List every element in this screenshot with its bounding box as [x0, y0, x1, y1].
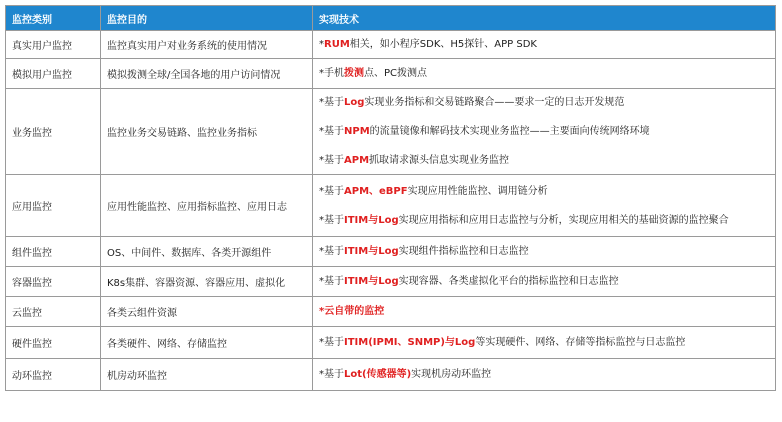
- technology-line: [319, 67, 769, 80]
- category-cell: 动环监控: [6, 359, 101, 391]
- technology-highlight: APM、eBPF: [344, 185, 408, 197]
- technology-suffix: 实现业务指标和交易链路聚合——要求一定的日志开发规范: [364, 97, 625, 108]
- technology-suffix: 实现应用性能监控、调用链分析: [407, 185, 548, 197]
- category-cell: 硬件监控: [6, 327, 101, 359]
- technology-suffix: 相关，如小程序SDK、H5探针、APP SDK: [349, 39, 537, 50]
- technology-suffix: 点、PC拨测点: [364, 68, 428, 79]
- technology-suffix: 的流量镜像和解码技术实现业务监控——主要面向传统网络环境: [369, 126, 650, 137]
- technology-line: [319, 275, 769, 288]
- technology-prefix: *基于: [319, 369, 344, 380]
- purpose-cell: 监控业务交易链路、监控业务指标: [101, 89, 313, 175]
- technology-line: [319, 368, 769, 381]
- technology-cell: [313, 267, 776, 297]
- header-category: 监控类别: [6, 6, 101, 31]
- monitoring-table: [5, 5, 776, 391]
- purpose-cell: 模拟拨测全球/全国各地的用户访问情况: [101, 59, 313, 89]
- purpose-cell: 机房动环监控: [101, 359, 313, 391]
- technology-highlight: *云自带的监控: [319, 306, 385, 317]
- technology-highlight: APM: [344, 155, 370, 166]
- technology-cell: [313, 359, 776, 391]
- technology-prefix: *基于: [319, 126, 344, 137]
- category-cell: 模拟用户监控: [6, 59, 101, 89]
- purpose-cell: K8s集群、容器资源、容器应用、虚拟化: [101, 267, 313, 297]
- technology-suffix: 实现应用指标和应用日志监控与分析，实现应用相关的基础资源的监控聚合: [398, 214, 729, 226]
- technology-cell: [313, 237, 776, 267]
- technology-line: [319, 336, 769, 349]
- table-row: [6, 267, 776, 297]
- category-cell: 应用监控: [6, 175, 101, 237]
- table-row: [6, 359, 776, 391]
- technology-cell: [313, 89, 776, 175]
- technology-prefix: *手机: [319, 68, 344, 79]
- technology-line: [319, 125, 769, 138]
- purpose-cell: OS、中间件、数据库、各类开源组件: [101, 237, 313, 267]
- technology-prefix: *基于: [319, 337, 344, 348]
- table-row: [6, 31, 776, 59]
- technology-prefix: *基于: [319, 97, 344, 108]
- technology-highlight: ITIM(IPMI、SNMP)与Log: [344, 337, 476, 348]
- header-row: [6, 6, 776, 31]
- table-row: [6, 89, 776, 175]
- table-row: [6, 297, 776, 327]
- monitoring-table-container: [5, 5, 776, 391]
- table-row: [6, 175, 776, 237]
- technology-cell: [313, 297, 776, 327]
- purpose-cell: 监控真实用户对业务系统的使用情况: [101, 31, 313, 59]
- technology-line: [319, 154, 769, 167]
- table-row: [6, 237, 776, 267]
- technology-suffix: 抓取请求源头信息实现业务监控: [369, 155, 510, 166]
- technology-line: [319, 305, 769, 318]
- technology-line: [319, 38, 769, 51]
- technology-prefix: *: [319, 39, 324, 50]
- technology-highlight: RUM: [324, 39, 350, 50]
- category-cell: 业务监控: [6, 89, 101, 175]
- purpose-cell: 各类云组件资源: [101, 297, 313, 327]
- header-purpose: 监控目的: [101, 6, 313, 31]
- technology-cell: [313, 327, 776, 359]
- technology-cell: [313, 59, 776, 89]
- category-cell: 云监控: [6, 297, 101, 327]
- category-cell: 容器监控: [6, 267, 101, 297]
- technology-highlight: Log: [344, 97, 365, 108]
- technology-prefix: *基于: [319, 214, 344, 226]
- technology-cell: [313, 31, 776, 59]
- table-body: [6, 31, 776, 391]
- technology-prefix: *基于: [319, 155, 344, 166]
- purpose-cell: 各类硬件、网络、存储监控: [101, 327, 313, 359]
- technology-line: [319, 185, 769, 198]
- header-technology: 实现技术: [313, 6, 776, 31]
- technology-suffix: 实现组件指标监控和日志监控: [398, 246, 529, 257]
- technology-suffix: 等实现硬件、网络、存储等指标监控与日志监控: [475, 337, 686, 348]
- technology-highlight: 拨测: [344, 68, 364, 79]
- technology-line: [319, 245, 769, 258]
- technology-prefix: *基于: [319, 246, 344, 257]
- technology-prefix: *基于: [319, 185, 344, 197]
- technology-cell: [313, 175, 776, 237]
- technology-line: [319, 96, 769, 109]
- technology-highlight: NPM: [344, 126, 370, 137]
- technology-suffix: 实现机房动环监控: [411, 369, 492, 380]
- technology-line: [319, 214, 769, 227]
- purpose-cell: 应用性能监控、应用指标监控、应用日志: [101, 175, 313, 237]
- technology-prefix: *基于: [319, 276, 344, 287]
- category-cell: 组件监控: [6, 237, 101, 267]
- table-row: [6, 327, 776, 359]
- category-cell: 真实用户监控: [6, 31, 101, 59]
- table-row: [6, 59, 776, 89]
- technology-highlight: ITIM与Log: [344, 246, 399, 257]
- technology-suffix: 实现容器、各类虚拟化平台的指标监控和日志监控: [398, 276, 619, 287]
- technology-highlight: ITIM与Log: [344, 214, 399, 226]
- technology-highlight: Lot(传感器等): [344, 369, 412, 380]
- technology-highlight: ITIM与Log: [344, 276, 399, 287]
